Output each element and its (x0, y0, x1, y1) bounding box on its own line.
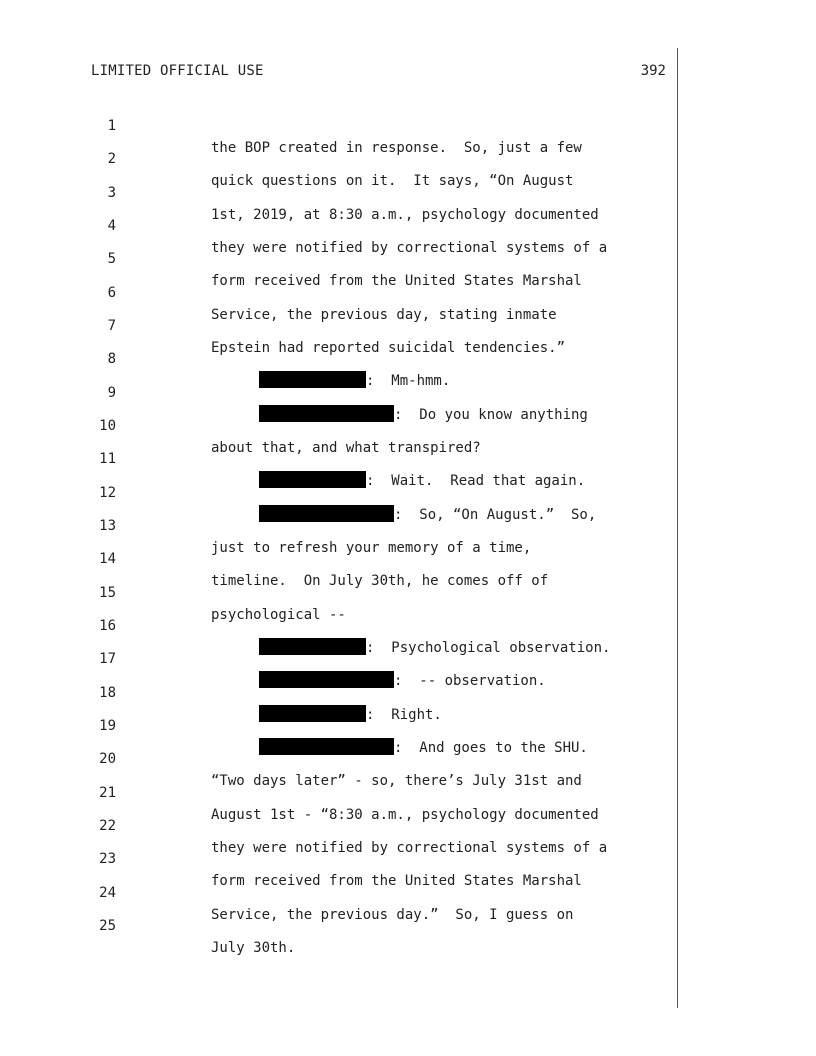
line-text: quick questions on it. It says, “On August (211, 173, 574, 189)
line-text: August 1st - “8:30 a.m., psychology documented (211, 807, 599, 823)
line-text: : Psychological observation. (366, 640, 611, 656)
transcript-line (0, 293, 677, 356)
line-text: : And goes to the SHU. (394, 740, 588, 756)
transcript-line (0, 360, 677, 423)
line-number: 11 (99, 451, 116, 467)
line-number: 3 (107, 185, 116, 201)
line-text: July 30th. (211, 940, 296, 956)
line-number: 1 (107, 118, 116, 134)
line-text: : -- observation. (394, 673, 546, 689)
transcript-line (0, 793, 677, 856)
line-number: 22 (99, 818, 116, 834)
line-text: : So, “On August.” So, (394, 507, 597, 523)
line-number: 24 (99, 885, 116, 901)
line-text: Epstein had reported suicidal tendencies.” (211, 340, 566, 356)
line-text: : Mm-hmm. (366, 373, 451, 389)
line-number: 4 (107, 218, 116, 234)
transcript-line (0, 260, 677, 323)
line-text: 1st, 2019, at 8:30 a.m., psychology documented (211, 207, 599, 223)
line-number: 16 (99, 618, 116, 634)
transcript-line (0, 326, 677, 389)
transcript-line (0, 526, 677, 589)
line-text: “Two days later” - so, there’s July 31st and (211, 773, 582, 789)
line-text: Service, the previous day.” So, I guess on (211, 907, 574, 923)
line-number: 12 (99, 485, 116, 501)
line-number: 10 (99, 418, 116, 434)
classification-header: LIMITED OFFICIAL USE (91, 63, 264, 79)
transcript-line (0, 126, 677, 189)
transcript-line (0, 393, 677, 456)
line-number: 21 (99, 785, 116, 801)
transcript-line (0, 893, 677, 956)
line-number: 20 (99, 751, 116, 767)
line-text: just to refresh your memory of a time, (211, 540, 532, 556)
line-number: 19 (99, 718, 116, 734)
line-text: : Right. (366, 707, 442, 723)
line-number: 8 (107, 351, 116, 367)
transcript-line (0, 760, 677, 823)
transcript-line (0, 826, 677, 889)
transcript-line (0, 426, 677, 489)
transcript-line (0, 560, 677, 623)
transcript-line (0, 193, 677, 256)
line-number: 13 (99, 518, 116, 534)
line-number: 6 (107, 285, 116, 301)
transcript-line (0, 693, 677, 756)
line-text: form received from the United States Marshal (211, 873, 582, 889)
line-text: about that, and what transpired? (211, 440, 481, 456)
line-number: 25 (99, 918, 116, 934)
line-number: 5 (107, 251, 116, 267)
transcript-line (0, 493, 677, 556)
line-number: 23 (99, 851, 116, 867)
transcript-line (0, 460, 677, 523)
transcript-line (0, 593, 677, 656)
line-text: : Wait. Read that again. (366, 473, 586, 489)
line-text: the BOP created in response. So, just a few (211, 140, 582, 156)
line-text: timeline. On July 30th, he comes off of (211, 573, 549, 589)
transcript-line (0, 726, 677, 789)
transcript-line (0, 93, 677, 156)
transcript-line (0, 226, 677, 289)
line-text: Service, the previous day, stating inmate (211, 307, 557, 323)
transcript-line (0, 626, 677, 689)
transcript-line (0, 660, 677, 723)
line-number: 14 (99, 551, 116, 567)
right-margin-rule (677, 48, 678, 1008)
line-number: 15 (99, 585, 116, 601)
line-number: 17 (99, 651, 116, 667)
page-number: 392 (640, 63, 666, 79)
line-text: they were notified by correctional systems of a (211, 240, 608, 256)
line-text: form received from the United States Marshal (211, 273, 582, 289)
transcript-line (0, 860, 677, 923)
line-number: 2 (107, 151, 116, 167)
line-number: 9 (107, 385, 116, 401)
line-number: 7 (107, 318, 116, 334)
line-text: : Do you know anything (394, 407, 588, 423)
line-text: psychological -- (211, 607, 346, 623)
line-text: they were notified by correctional systems of a (211, 840, 608, 856)
transcript-line (0, 160, 677, 223)
line-number: 18 (99, 685, 116, 701)
